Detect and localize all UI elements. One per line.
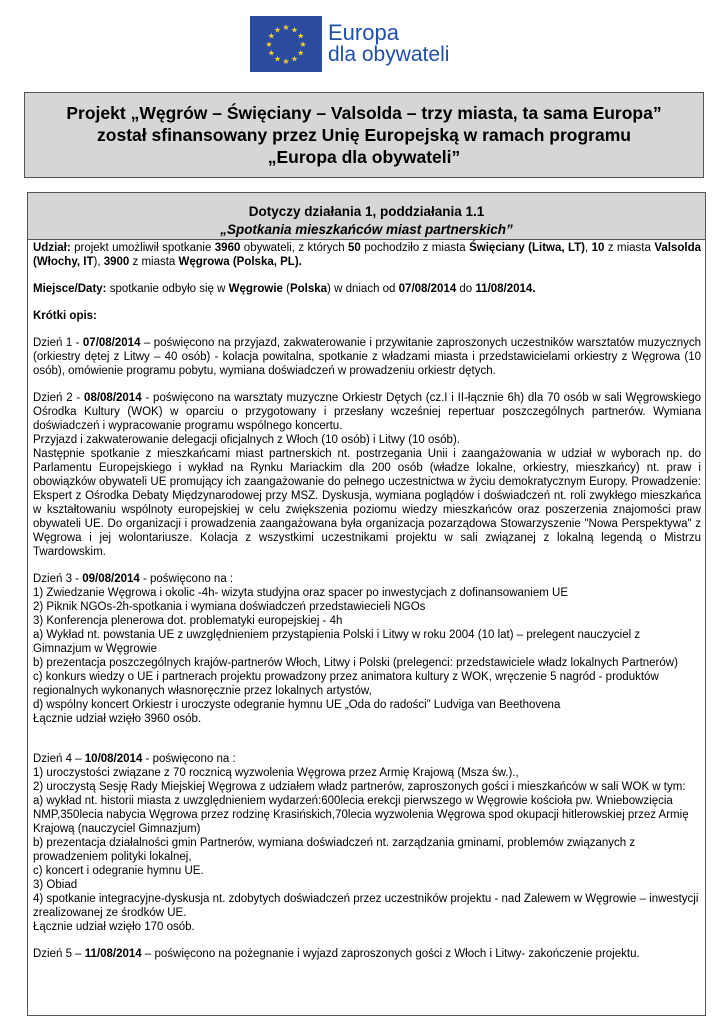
action-content bbox=[28, 240, 705, 961]
day-3-lead: Dzień 3 - bbox=[33, 573, 83, 585]
day-2-lead: Dzień 2 - bbox=[33, 392, 85, 404]
place-city: Węgrowie bbox=[228, 283, 283, 295]
day-5-paragraph bbox=[33, 947, 701, 961]
list-item: b) prezentacja poszczególnych krajów-partnerów Włoch, Litwy i Polski (prelegenci: przedstawiciele władz lokalnych Partnerów) bbox=[33, 657, 678, 669]
participation-text: z miasta bbox=[604, 242, 655, 254]
place-dates-text: ) w dniach od bbox=[327, 283, 399, 295]
list-item: d) wspólny koncert Orkiestr i uroczyste odegranie hymnu UE „Oda do radości” Ludviga van Beethovena bbox=[33, 699, 561, 711]
day-5-lead: Dzień 5 – bbox=[33, 948, 85, 960]
place-dates-paragraph bbox=[33, 282, 701, 296]
day-2-text: - poświęcono na warsztaty muzyczne Orkiestr Dętych (cz.I i II-łącznie 6h) dla 70 osób w sali Węgrowskiego Ośrodka Kultury (WOK) w oparciu o przygotowany i przesłany wcześniej repertuar poszczególnych partnerów. Wymiana doświadczeń i wypracowanie programu wspólnego koncertu. bbox=[33, 392, 701, 432]
participation-label: Udział: bbox=[33, 242, 71, 254]
list-item: c) koncert i odegranie hymnu UE. bbox=[33, 865, 204, 877]
day-2-arrival: Przyjazd i zakwaterowanie delegacji oficjalnych z Włoch (10 osób) i Litwy (10 osób). bbox=[33, 434, 460, 446]
place-dates-label: Miejsce/Daty: bbox=[33, 283, 107, 295]
start-date: 07/08/2014 bbox=[398, 283, 457, 295]
participation-text: projekt umożliwił spotkanie bbox=[70, 242, 215, 254]
list-item: c) konkurs wiedzy o UE i partnerach projektu prowadzony przez animatora kultury z WOK, wręczenie 5 nagród - produktów regionalnych wykonanych własnoręcznie przez lokalnych artystów, bbox=[33, 671, 659, 697]
eu-star-icon: ★ bbox=[297, 31, 305, 41]
day-2-paragraph bbox=[33, 391, 701, 433]
participation-city-lt: Święciany (Litwa, LT) bbox=[469, 242, 586, 254]
day-3-tail: - poświęcono na : bbox=[139, 573, 234, 585]
eu-star-icon: ★ bbox=[290, 54, 299, 64]
list-item: a) Wykład nt. powstania UE z uwzględnieniem przystąpienia Polski i Litwy w roku 2004 (10 lat) – prelegent nauczyciel z Gimnazjum w Węgrowie bbox=[33, 629, 641, 655]
short-description-heading: Krótki opis: bbox=[33, 310, 97, 322]
eu-star-icon: ★ bbox=[290, 25, 299, 35]
day-5-date: 11/08/2014 bbox=[84, 948, 142, 960]
participation-count-it: 10 bbox=[591, 242, 605, 254]
action-title: Dotyczy działania 1, poddziałania 1.1 bbox=[248, 204, 485, 219]
day-1-date: 07/08/2014 bbox=[82, 337, 141, 349]
eu-star-icon: ★ bbox=[299, 40, 307, 49]
day-5-text: – poświęcono na pożegnanie i wyjazd zaproszonych gości z Włoch i Litwy- zakończenie projektu. bbox=[141, 948, 640, 960]
participation-paragraph bbox=[33, 241, 701, 269]
list-item: 3) Konferencja plenerowa dot. problematyki europejskiej - 4h bbox=[33, 615, 343, 627]
logo-line-1: Europa bbox=[328, 20, 399, 45]
europa-dla-obywateli-logo bbox=[250, 14, 480, 74]
eu-star-icon: ★ bbox=[273, 25, 282, 35]
list-item: Łącznie udział wzięło 170 osób. bbox=[33, 921, 195, 933]
participation-text: pochodziło z miasta bbox=[360, 242, 470, 254]
participation-city-pl: Węgrowa (Polska, PL). bbox=[178, 256, 302, 268]
logo-line-2: dla obywateli bbox=[328, 43, 450, 66]
participation-text: obywateli, z których bbox=[240, 242, 349, 254]
place-dates-text: ( bbox=[282, 283, 290, 295]
list-item: 2) uroczystą Sesję Rady Miejskiej Węgrowa z udziałem władz partnerów, zaproszonych gości i mieszkańców w sali WOK w tym: bbox=[33, 781, 686, 793]
list-item: 3) Obiad bbox=[33, 879, 78, 891]
day-4-tail: - poświęcono na : bbox=[142, 753, 236, 765]
day-4-date: 10/08/2014 bbox=[84, 753, 143, 765]
day-2-date: 08/08/2014 bbox=[84, 392, 142, 404]
place-country: Polska bbox=[289, 283, 328, 295]
list-item: b) prezentacja działalności gmin Partnerów, wymiana doświadczeń nt. zarządzania gminami, problemów związanych z prowadzeniem polityki lokalnej, bbox=[33, 837, 636, 863]
project-title-box bbox=[24, 92, 704, 178]
participation-text: z miasta bbox=[129, 256, 179, 268]
list-item: 1) Zwiedzanie Węgrowa i okolic -4h- wizyta studyjna oraz spacer po inwestycjach z dofinansowaniem UE bbox=[33, 587, 568, 599]
participation-count-pl: 3900 bbox=[103, 256, 130, 268]
list-item: 2) Piknik NGOs-2h-spotkania i wymiana doświadczeń przedstawiecieli NGOs bbox=[33, 601, 426, 613]
eu-star-icon: ★ bbox=[282, 57, 290, 66]
project-title-line-2: został sfinansowany przez Unię Europejską w ramach programu bbox=[97, 125, 631, 145]
project-title-line-1: Projekt „Węgrów – Święciany – Valsolda – trzy miasta, ta sama Europa” bbox=[66, 103, 662, 123]
participation-count-lt: 50 bbox=[348, 242, 361, 254]
action-subtitle: „Spotkania mieszkańców miast partnerskich” bbox=[220, 222, 513, 237]
list-item: 1) uroczystości związane z 70 rocznicą wyzwolenia Węgrowa przez Armię Krajową (Msza św.)., bbox=[33, 767, 519, 779]
action-header bbox=[28, 193, 705, 240]
eu-flag-icon bbox=[250, 16, 322, 72]
participation-text: ), bbox=[93, 256, 104, 268]
day-3-list bbox=[33, 586, 701, 726]
eu-star-icon: ★ bbox=[265, 40, 273, 49]
day-2-meeting: Następnie spotkanie z mieszkańcami miast partnerskich nt. postrzegania Unii i zaangażowania w udział w wyborach np. do Parlamentu Europejskiego i wykład na Rynku Mariackim dla 200 osób (władze lokalne, orkiestry, mieszkańcy) nt. praw i obowiązków obywateli UE promujący ich zaangażowanie do pełnego uczestnictwa w życiu demokratycznym Europy. Prowadzenie: Ekspert z Ośrodka Debaty Międzynarodowej przy MSZ. Dyskusja, wymiana poglądów i doświadczeń nt. roli zwykłego mieszkańca w kształtowaniu wspólnoty europejskiej w celu zwiększenia poziomu wiedzy mieszkańców oraz poszerzenia znajomości praw obywateli UE. Do organizacji i prowadzenia zaangażowana była organizacja pozarządowa Stowarzyszenie "Nowa Perspektywa" z Węgrowa i jej wolontariusze. Kolacja z wszystkimi uczestnikami projektu w sali związanej z lokalną legendą o Mistrzu Twardowskim. bbox=[33, 448, 701, 558]
list-item: a) wykład nt. historii miasta z uwzględnieniem wydarzeń:600lecia erekcji pierwszego w Węgrowie kościoła pw. Wniebowzięcia NMP,350lecia nabycia Węgrowa przez rodzinę Krasińskich,70lecia wyzwolenia Węgrowa spod okupacji hitlerowskiej przez Armię Krajową (nauczyciel Gimnazjum) bbox=[33, 795, 689, 835]
participation-total: 3960 bbox=[214, 242, 241, 254]
day-1-lead: Dzień 1 - bbox=[33, 337, 83, 349]
day-1-text: – poświęcono na przyjazd, zakwaterowanie i przywitanie zaproszonych uczestników warsztatów muzycznych (orkiestry dętej z Litwy – 40 osób) - kolacja powitalna, spotkanie z władzami miasta i przedstawicielami orkiestry z Węgrowa (10 osób), omówienie programu pobytu, wymiana doświadczeń w prowadzeniu orkiestr dętych. bbox=[33, 337, 701, 377]
eu-star-icon: ★ bbox=[297, 48, 305, 58]
list-item: Łącznie udział wzięło 3960 osób. bbox=[33, 713, 202, 725]
project-title-line-3: „Europa dla obywateli” bbox=[267, 147, 461, 167]
eu-star-icon: ★ bbox=[282, 23, 290, 32]
eu-star-icon: ★ bbox=[273, 54, 282, 64]
place-dates-text: spotkanie odbyło się w bbox=[106, 283, 229, 295]
day-4-lead: Dzień 4 – bbox=[33, 753, 85, 765]
day-4-heading bbox=[33, 752, 701, 766]
list-item: 4) spotkanie integracyjne-dyskusja nt. zdobytych doświadczeń przez uczestników projektu - nad Zalewem w Węgrowie – inwestycji zrealizowanej ze środków UE. bbox=[33, 893, 699, 919]
day-3-date: 09/08/2014 bbox=[82, 573, 140, 585]
action-box bbox=[27, 192, 706, 1016]
day-3-heading bbox=[33, 572, 701, 586]
eu-star-icon: ★ bbox=[267, 48, 275, 58]
participation-text: , bbox=[585, 242, 592, 254]
place-dates-text: do bbox=[456, 283, 476, 295]
day-1-paragraph bbox=[33, 336, 701, 378]
participation-city-it: Valsolda (Włochy, IT bbox=[33, 242, 701, 268]
end-date: 11/08/2014. bbox=[475, 283, 536, 295]
day-4-list bbox=[33, 766, 701, 934]
eu-star-icon: ★ bbox=[267, 31, 275, 41]
